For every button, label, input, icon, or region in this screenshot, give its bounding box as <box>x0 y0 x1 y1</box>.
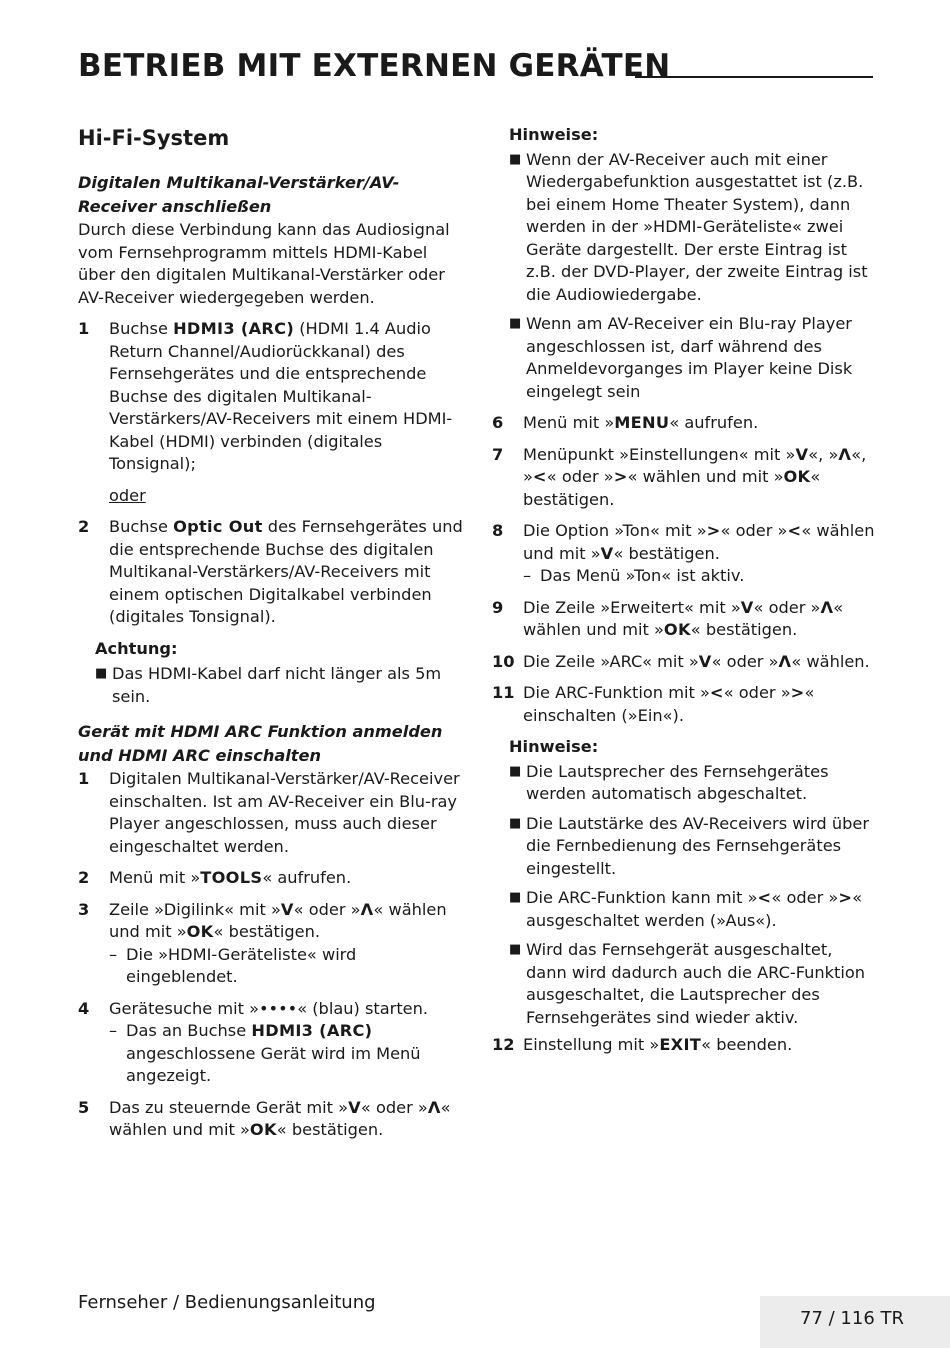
step-text-part: (HDMI 1.4 Audio Return Channel/Audiorückkanal) des Fernsehgerätes und die entsprechende Buchse des digitalen Multikanal-Verstärkers/AV-Receivers mit einem HDMI-Kabel (HDMI) verbinden (digitales Tonsignal); <box>109 319 453 473</box>
step-number: 2 <box>78 868 90 887</box>
step-text <box>523 412 877 435</box>
key-label: MENU <box>614 413 670 432</box>
key-label: OK <box>783 467 811 486</box>
step-text-part: Menü mit » <box>109 868 201 887</box>
key-up-icon: Λ <box>427 1097 441 1117</box>
key-down-icon: V <box>348 1097 361 1117</box>
step-substep: – Das an Buchse HDMI3 (ARC) angeschlossene Gerät wird im Menü angezeigt. <box>109 1020 463 1088</box>
step-text-part: « oder » <box>711 651 779 671</box>
step-substep: – Das Menü »Ton« ist aktiv. <box>523 565 877 588</box>
substep-text-part: angeschlossene Gerät wird im Menü angezeigt. <box>126 1043 421 1085</box>
key-down-icon: V <box>280 899 294 919</box>
step-text-part: « bestätigen. <box>690 620 798 639</box>
connect-step-2 <box>78 516 463 629</box>
step-number: 1 <box>78 319 90 338</box>
key-right-icon: > <box>790 683 805 702</box>
arc-step-7 <box>492 444 877 512</box>
note-text-part: « oder » <box>771 888 839 907</box>
step-text-part: Die Zeile »ARC« mit » <box>523 651 699 671</box>
step-text-part: « wählen und mit » <box>109 899 447 941</box>
step-text-part: « bestätigen. <box>523 467 821 509</box>
key-label: OK <box>186 922 214 941</box>
key-right-icon: > <box>613 467 628 486</box>
caution-text: Das HDMI-Kabel darf nicht länger als 5m sein. <box>112 664 442 706</box>
key-left-icon: < <box>709 683 724 702</box>
substep-text: Die »HDMI-Geräteliste« wird eingeblendet. <box>126 944 357 986</box>
key-up-icon: Λ <box>360 899 374 919</box>
arc-step-9 <box>492 597 877 642</box>
note-item <box>509 761 877 806</box>
key-left-icon: < <box>532 467 547 486</box>
step-text-part: Buchse <box>109 517 174 536</box>
caution-heading: Achtung: <box>95 638 178 658</box>
step-number: 6 <box>492 413 504 432</box>
step-text <box>109 1097 463 1142</box>
note-text: Wenn am AV-Receiver ein Blu-ray Player angeschlossen ist, darf während des Anmeldevorganges im Player keine Disk eingelegt sein <box>526 314 853 401</box>
bullet-icon: ■ <box>509 942 522 957</box>
key-left-icon: < <box>757 888 772 907</box>
key-down-icon: V <box>795 444 809 464</box>
step-text-part: « aufrufen. <box>262 868 352 887</box>
page-number: 77 / 116 TR <box>800 1308 904 1329</box>
step-number: 3 <box>78 899 90 919</box>
step-text-part: « oder » <box>546 467 614 486</box>
step-text <box>109 318 463 476</box>
step-text-part: « wählen und mit » <box>523 521 875 563</box>
step-number: 9 <box>492 597 504 617</box>
step-number: 2 <box>78 517 90 536</box>
note-text: Wird das Fernsehgerät ausgeschaltet, dann wird dadurch auch die ARC-Funktion ausgeschaltet, die Lautsprecher des Fernsehgerätes sind wieder aktiv. <box>526 940 866 1027</box>
substep-text: Das Menü »Ton« ist aktiv. <box>540 566 745 585</box>
key-down-icon: V <box>740 597 754 617</box>
step-text-part: «, » <box>808 444 839 464</box>
notes-heading: Hinweise: <box>509 737 599 756</box>
step-text-part: Gerätesuche mit »••••« (blau) starten. <box>109 998 429 1018</box>
bullet-icon: ■ <box>509 316 522 331</box>
arc-step-4 <box>78 998 463 1088</box>
step-text <box>523 1034 877 1057</box>
step-number: 10 <box>492 651 515 671</box>
section-heading: Hi-Fi-System <box>78 126 230 150</box>
key-label: TOOLS <box>200 868 263 887</box>
note-text: Die Lautstärke des AV-Receivers wird über die Fernbedienung des Fernsehgerätes eingestellt. <box>526 813 869 878</box>
step-text-part: « wählen und mit » <box>523 597 844 639</box>
step-text-part: « oder » <box>723 683 791 702</box>
note-text-part: « ausgeschaltet werden (»Aus«). <box>526 888 863 930</box>
note-text: Die Lautsprecher des Fernsehgerätes werden automatisch abgeschaltet. <box>526 761 829 803</box>
step-text <box>523 597 877 642</box>
step-text <box>523 682 877 727</box>
step-text-part: « aufrufen. <box>669 413 759 432</box>
key-label: OK <box>663 620 691 639</box>
step-text <box>523 651 877 674</box>
note-item <box>509 887 877 932</box>
arc-step-12 <box>492 1034 877 1057</box>
key-label: Optic Out <box>173 517 263 536</box>
key-up-icon: Λ <box>820 597 834 617</box>
step-text <box>523 520 877 588</box>
arc-step-11 <box>492 682 877 727</box>
step-text <box>523 444 877 512</box>
arc-step-10 <box>492 651 877 674</box>
step-text-part: des Fernsehgerätes und die entsprechende Buchse des digitalen Multikanal-Verstärkers/AV-Receivers mit einem optischen Digitalkabel verbinden (digitales Tonsignal). <box>109 517 463 626</box>
step-number: 5 <box>78 1097 90 1117</box>
page-header <box>78 48 873 92</box>
step-text-part: Die ARC-Funktion mit » <box>523 683 710 702</box>
substep-text <box>126 1020 463 1088</box>
key-right-icon: > <box>838 888 853 907</box>
step-text-part: Buchse <box>109 319 174 338</box>
notes-heading: Hinweise: <box>509 125 599 144</box>
bullet-icon: ■ <box>509 815 522 831</box>
bullet-icon: ■ <box>95 666 108 681</box>
step-substep: – Die »HDMI-Geräteliste« wird eingeblendet. <box>109 944 463 989</box>
subsection-title-arc: Gerät mit HDMI ARC Funktion anmelden und HDMI ARC einschalten <box>78 722 443 765</box>
key-up-icon: Λ <box>838 444 852 464</box>
step-text-part: « bestätigen. <box>213 922 320 941</box>
key-label: HDMI3 (ARC) <box>251 1021 373 1040</box>
arc-step-8 <box>492 520 877 588</box>
step-text-part: « wählen. <box>791 651 870 671</box>
step-number: 4 <box>78 998 90 1018</box>
arc-step-1 <box>78 768 463 858</box>
step-text-part: « oder » <box>360 1097 428 1117</box>
note-text <box>526 887 877 932</box>
right-column <box>492 122 877 1057</box>
step-text <box>109 516 463 629</box>
step-text-part: « bestätigen. <box>276 1120 384 1139</box>
subsection-title-connect: Digitalen Multikanal-Verstärker/AV-Receiver anschließen <box>78 173 400 216</box>
bullet-icon: ■ <box>509 151 522 167</box>
step-number: 1 <box>78 769 90 788</box>
step-number: 7 <box>492 444 504 464</box>
step-text-part: Die Zeile »Erweitert« mit » <box>523 597 741 617</box>
step-text-part: Menü mit » <box>523 413 615 432</box>
step-text-part: Zeile »Digilink« mit » <box>109 899 281 919</box>
bullet-icon: ■ <box>509 890 522 905</box>
or-text: oder <box>109 485 146 505</box>
left-column <box>78 122 463 1142</box>
step-text-part: « wählen und mit » <box>109 1097 451 1139</box>
step-text-part: « oder » <box>720 521 788 540</box>
arc-step-5 <box>78 1097 463 1142</box>
note-item <box>509 149 877 307</box>
step-text-part: « oder » <box>293 899 361 919</box>
arc-step-6 <box>492 412 877 435</box>
step-text-part: Das zu steuernde Gerät mit » <box>109 1097 349 1117</box>
key-left-icon: < <box>787 521 802 540</box>
note-text-part: Die ARC-Funktion kann mit » <box>526 888 758 907</box>
note-item <box>509 313 877 403</box>
key-label: OK <box>249 1120 277 1139</box>
step-number: 12 <box>492 1035 515 1054</box>
note-item <box>509 813 877 881</box>
arc-step-3 <box>78 899 463 989</box>
step-text-part: « einschalten (»Ein«). <box>523 683 815 725</box>
step-text-part: «, » <box>523 444 867 486</box>
step-text-part: Menüpunkt »Einstellungen« mit » <box>523 444 796 464</box>
key-label: EXIT <box>659 1035 702 1054</box>
substep-text-part: Das an Buchse <box>126 1021 252 1040</box>
page-title: BETRIEB MIT EXTERNEN GERÄTEN <box>78 48 671 84</box>
bullet-icon: ■ <box>509 763 522 779</box>
caution-item <box>95 663 463 708</box>
step-number: 8 <box>492 521 504 540</box>
step-text-part: « wählen und mit » <box>627 467 784 486</box>
step-text <box>109 998 463 1088</box>
connect-step-1 <box>78 318 463 476</box>
step-text-part: « bestätigen. <box>613 543 720 563</box>
step-text-part: « beenden. <box>701 1035 793 1054</box>
footer-manual-title: Fernseher / Bedienungsanleitung <box>78 1292 376 1313</box>
step-text <box>109 899 463 989</box>
step-text-part: Die Option »Ton« mit » <box>523 521 707 540</box>
title-rule <box>635 76 873 78</box>
step-number: 11 <box>492 683 515 702</box>
intro-paragraph: Durch diese Verbindung kann das Audiosignal vom Fernsehprogramm mittels HDMI-Kabel über den digitalen Multikanal-Verstärker oder AV-Receiver wiedergegeben werden. <box>78 220 450 307</box>
key-down-icon: V <box>698 651 712 671</box>
step-text <box>109 867 463 890</box>
arc-step-2 <box>78 867 463 890</box>
step-text: Digitalen Multikanal-Verstärker/AV-Receiver einschalten. Ist am AV-Receiver ein Blu-ray Player angeschlossen, muss auch dieser eingeschaltet werden. <box>109 769 460 856</box>
key-down-icon: V <box>600 543 614 563</box>
key-right-icon: > <box>706 521 721 540</box>
key-up-icon: Λ <box>778 651 792 671</box>
note-item <box>509 939 877 1029</box>
step-text-part: Einstellung mit » <box>523 1035 660 1054</box>
note-text: Wenn der AV-Receiver auch mit einer Wiedergabefunktion ausgestattet ist (z.B. bei einem Home Theater System), dann werden in der »HDMI-Geräteliste« zwei Geräte dargestellt. Der erste Eintrag ist z.B. der DVD-Player, der zweite Eintrag ist die Audiowiedergabe. <box>526 149 868 304</box>
step-text-part: « oder » <box>753 597 821 617</box>
or-line <box>78 485 463 508</box>
key-label: HDMI3 (ARC) <box>173 319 295 338</box>
